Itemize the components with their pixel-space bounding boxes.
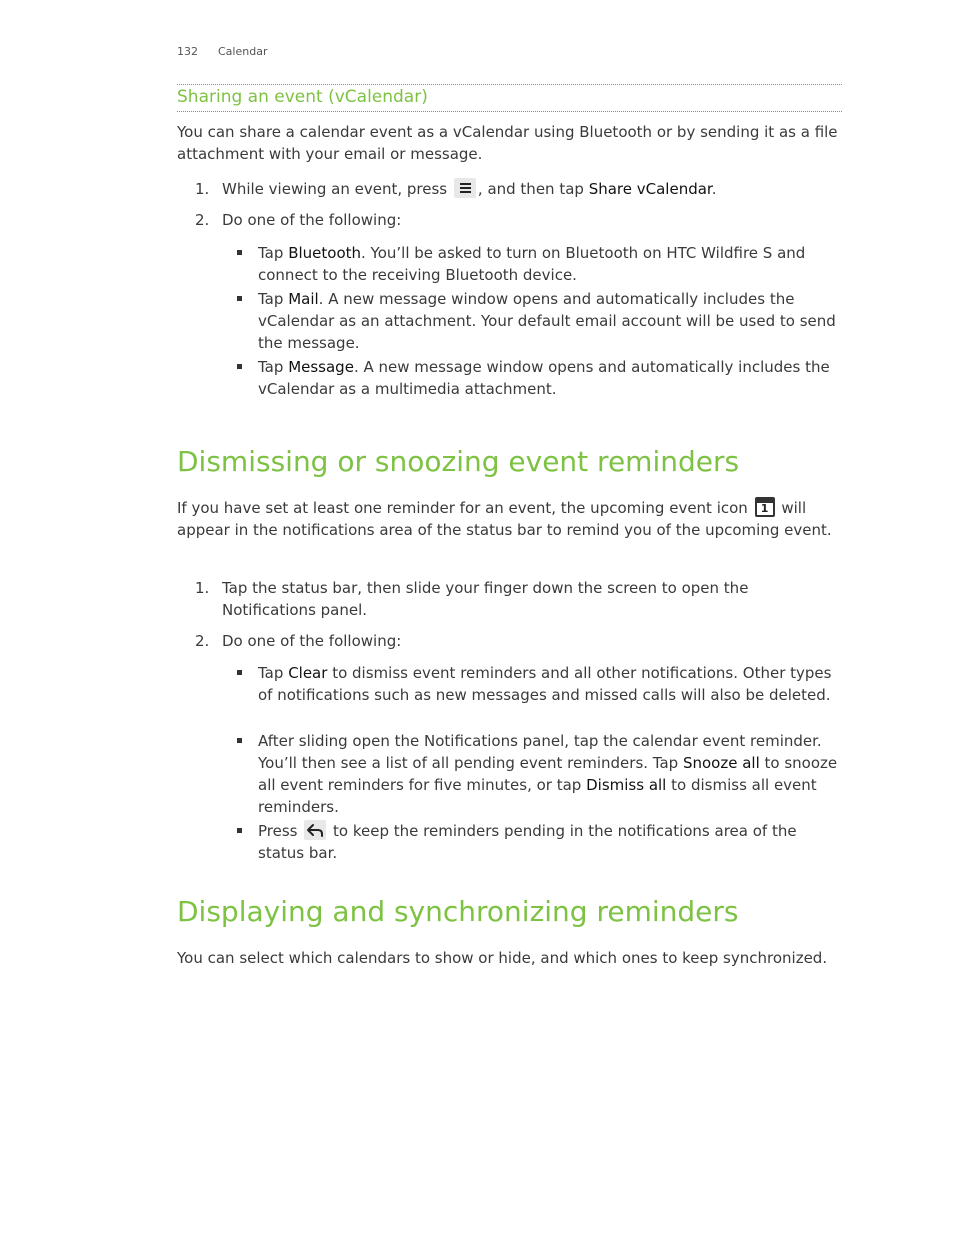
bullet-text bbox=[258, 820, 841, 864]
bullet-text bbox=[258, 730, 841, 818]
dismiss-intro-start: If you have set at least one reminder for an event, the upcoming event icon bbox=[177, 499, 748, 517]
step-text-end: . bbox=[711, 180, 717, 198]
bullet-pre: Tap bbox=[258, 358, 284, 376]
message-term: Message bbox=[288, 358, 354, 376]
step-number: 1. bbox=[195, 180, 210, 198]
bullet-text bbox=[258, 662, 841, 706]
dismiss-intro bbox=[177, 497, 842, 541]
bullet-pre: Press bbox=[258, 822, 298, 840]
chapter-name: Calendar bbox=[218, 45, 268, 58]
display-section-title: Displaying and synchronizing reminders bbox=[177, 895, 739, 928]
bullet-pre: Tap bbox=[258, 244, 284, 262]
bullet-pre: Tap bbox=[258, 664, 284, 682]
bullet-post: to keep the reminders pending in the notifications area of the status bar. bbox=[258, 822, 797, 862]
mail-term: Mail bbox=[288, 290, 319, 308]
bullet-marker bbox=[237, 296, 242, 301]
bullet-post: . A new message window opens and automatically includes the vCalendar as an attachment. Your default email account will be used to send the message. bbox=[258, 290, 836, 352]
calendar-icon-digit: 1 bbox=[760, 502, 769, 515]
clear-term: Clear bbox=[288, 664, 328, 682]
display-intro: You can select which calendars to show or hide, and which ones to keep synchronized. bbox=[177, 949, 828, 967]
bullet-post: to dismiss all event reminders. bbox=[258, 776, 817, 816]
dismiss-intro-end: will appear in the notifications area of the status bar to remind you of the upcoming event. bbox=[177, 499, 832, 539]
bullet-post: . You’ll be asked to turn on Bluetooth on HTC Wildfire S and connect to the receiving Bluetooth device. bbox=[258, 244, 806, 284]
step-text bbox=[222, 178, 842, 200]
bullet-marker bbox=[237, 738, 242, 743]
subsection-header bbox=[177, 84, 842, 112]
step-number: 1. bbox=[195, 579, 210, 597]
subsection-title: Sharing an event (vCalendar) bbox=[177, 87, 428, 107]
bullet-post: . A new message window opens and automatically includes the vCalendar as a multimedia attachment. bbox=[258, 358, 830, 398]
share-vcalendar-term: Share vCalendar bbox=[588, 180, 712, 198]
step-text-mid: , and then tap bbox=[477, 180, 584, 198]
page-number: 132 bbox=[177, 45, 198, 58]
snooze-all-term: Snooze all bbox=[682, 754, 760, 772]
calendar-event-icon bbox=[755, 497, 775, 517]
bullet-marker bbox=[237, 250, 242, 255]
back-icon bbox=[304, 820, 326, 840]
dismiss-section-title: Dismissing or snoozing event reminders bbox=[177, 445, 740, 478]
bullet-post: to dismiss event reminders and all other notifications. Other types of notifications such as new messages and missed calls will also be deleted. bbox=[258, 664, 832, 704]
menu-icon bbox=[454, 178, 476, 198]
bullet-text bbox=[258, 356, 841, 400]
bullet-marker bbox=[237, 828, 242, 833]
step-number: 2. bbox=[195, 211, 210, 229]
bluetooth-term: Bluetooth bbox=[288, 244, 362, 262]
bullet-pre: Tap bbox=[258, 290, 284, 308]
bullet-marker bbox=[237, 670, 242, 675]
bullet-mid: to snooze all event reminders for five minutes, or tap bbox=[258, 754, 838, 794]
running-header bbox=[177, 45, 267, 58]
bullet-marker bbox=[237, 364, 242, 369]
step-text: Do one of the following: bbox=[222, 632, 402, 650]
bullet-pre: After sliding open the Notifications panel, tap the calendar event reminder. You’ll then see a list of all pending event reminders. Tap bbox=[258, 732, 822, 772]
step-text: Tap the status bar, then slide your finger down the screen to open the Notifications panel. bbox=[222, 579, 749, 619]
bullet-text bbox=[258, 242, 841, 286]
step-text: Do one of the following: bbox=[222, 211, 402, 229]
step-text-start: While viewing an event, press bbox=[222, 180, 448, 198]
step-number: 2. bbox=[195, 632, 210, 650]
dismiss-all-term: Dismiss all bbox=[586, 776, 667, 794]
bullet-text bbox=[258, 288, 841, 354]
sharing-intro: You can share a calendar event as a vCalendar using Bluetooth or by sending it as a file attachment with your email or message. bbox=[177, 123, 838, 163]
